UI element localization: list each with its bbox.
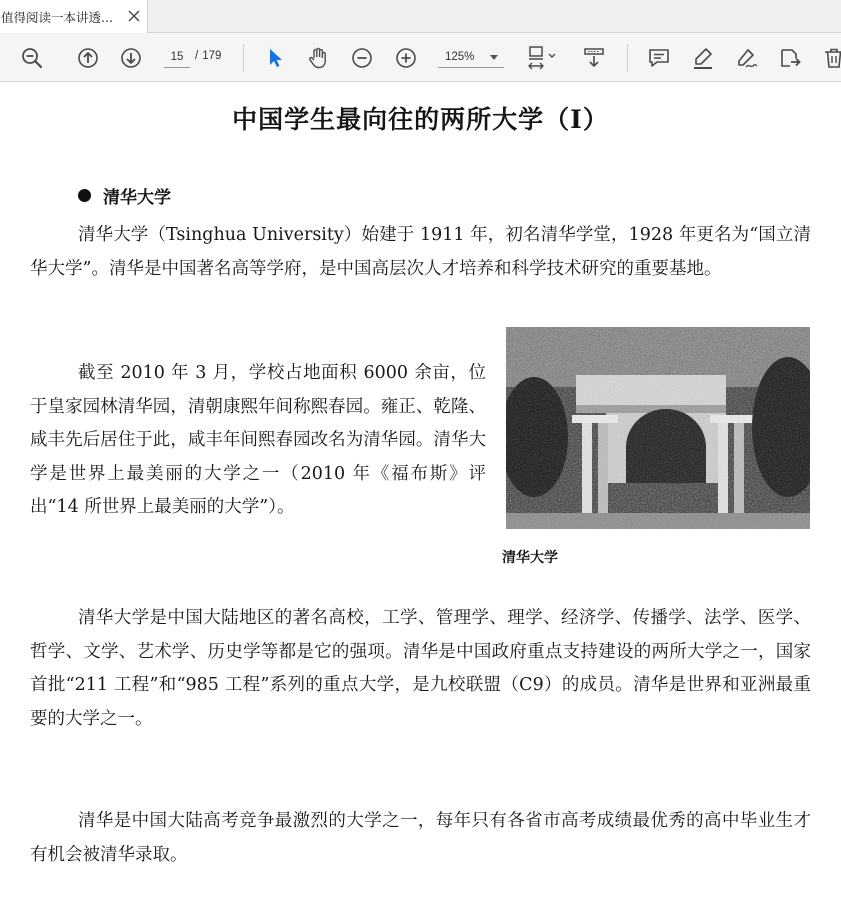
tab-title: 值得阅读一本讲透... — [1, 9, 113, 25]
page-number-input[interactable] — [164, 46, 190, 68]
photo-caption: 清华大学 — [502, 550, 558, 566]
bullet-icon — [78, 189, 91, 202]
paragraph-intro: 清华大学（Tsinghua University）始建于 1911 年，初名清华学堂，1928 年更名为“国立清华大学”。清华是中国著名高等学府，是中国高层次人才培养和科学技术研究的重要基地。 — [30, 225, 811, 279]
zoom-in-icon[interactable] — [394, 46, 418, 70]
toolbar-divider — [243, 44, 244, 72]
share-icon[interactable] — [778, 46, 802, 70]
delete-icon[interactable] — [822, 46, 841, 70]
document-page — [0, 83, 841, 904]
page-count — [195, 50, 221, 62]
zoom-out-magnifier-icon[interactable] — [20, 46, 44, 70]
section-heading-text: 清华大学 — [103, 188, 171, 208]
comment-icon[interactable] — [647, 46, 671, 70]
page-separator: / — [195, 50, 199, 62]
highlight-pen-icon[interactable] — [691, 46, 715, 70]
select-pointer-icon[interactable] — [263, 46, 287, 70]
page-title: 中国学生最向往的两所大学（Ⅰ） — [232, 105, 609, 134]
sign-icon[interactable] — [734, 46, 758, 70]
hand-pan-icon[interactable] — [306, 46, 330, 70]
chevron-down-icon — [490, 55, 498, 60]
paragraph-admission: 清华是中国大陆高考竞争最激烈的大学之一，每年只有各省市高考成绩最优秀的高中毕业生才有机会被清华录取。 — [30, 811, 811, 865]
fit-page-icon[interactable] — [526, 46, 562, 70]
next-page-icon[interactable] — [119, 46, 143, 70]
previous-page-icon[interactable] — [76, 46, 100, 70]
toolbar — [0, 33, 841, 82]
tsinghua-gate-photo — [506, 327, 810, 529]
toolbar-divider — [627, 44, 628, 72]
page-total: 179 — [202, 50, 222, 62]
paragraph-disciplines: 清华大学是中国大陆地区的著名高校，工学、管理学、理学、经济学、传播学、法学、医学、哲学、文学、艺术学、历史学等都是它的强项。清华是中国政府重点支持建设的两所大学之一，国家首批“211 工程”和“985 工程”系列的重点大学，是九校联盟（C9）的成员。清华是世界和亚洲最重要的大学之一。 — [30, 608, 811, 729]
scroll-mode-icon[interactable] — [582, 46, 606, 70]
close-icon[interactable] — [126, 8, 142, 24]
zoom-level-select[interactable] — [438, 46, 504, 68]
section-heading — [78, 183, 171, 208]
zoom-out-icon[interactable] — [350, 46, 374, 70]
document-tab[interactable] — [0, 0, 148, 33]
tab-bar — [0, 0, 841, 33]
paragraph-campus: 截至 2010 年 3 月，学校占地面积 6000 余亩，位于皇家园林清华园，清朝康熙年间称熙春园。雍正、乾隆、咸丰先后居住于此，咸丰年间熙春园改名为清华园。清华大学是世界上最美丽的大学之一（2010 年《福布斯》评出“14 所世界上最美丽的大学”）。 — [30, 363, 486, 517]
zoom-level-value: 125% — [445, 50, 475, 63]
